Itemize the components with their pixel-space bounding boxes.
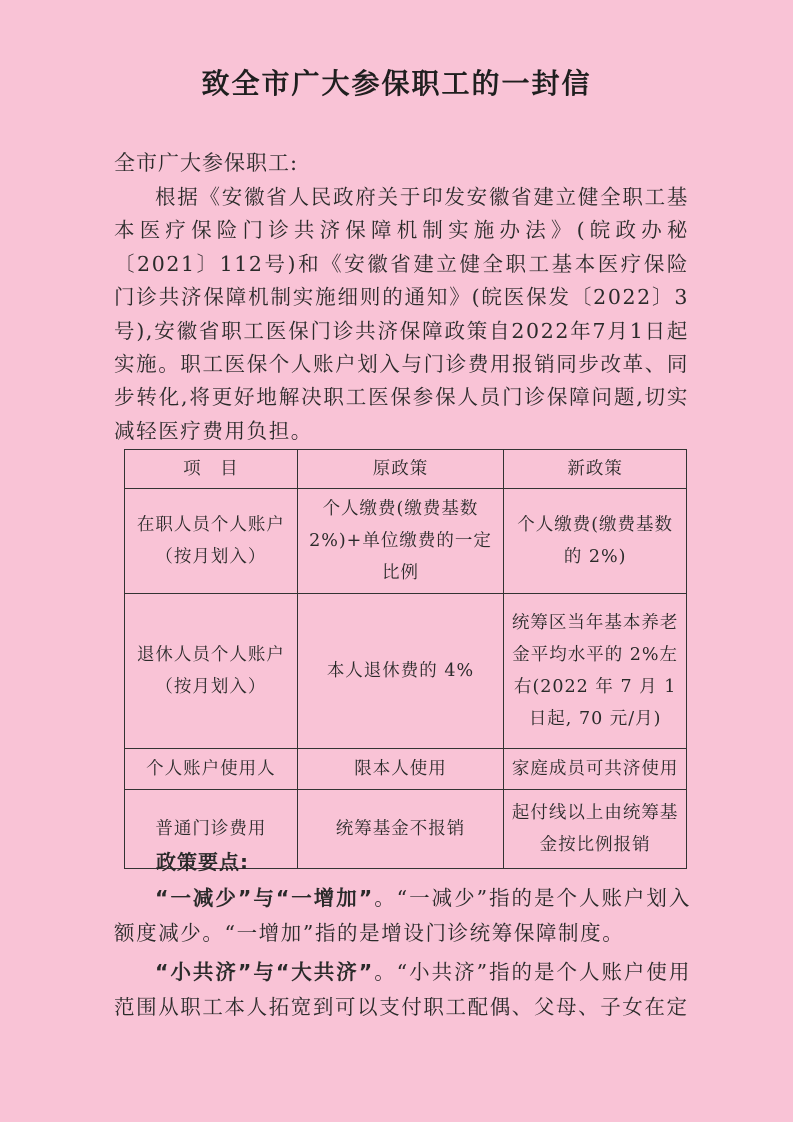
- row-old-policy: 个人缴费(缴费基数 2%)+单位缴费的一定比例: [297, 489, 504, 594]
- policy-point-text: 。“一减少”指的是个人账户划入额度减少。“一增加”指的是增设门诊统筹保障制度。: [114, 886, 691, 945]
- salutation: 全市广大参保职工:: [114, 151, 299, 175]
- policy-point-heading: “小共济”与“大共济”: [155, 960, 374, 984]
- table-row: [125, 594, 687, 749]
- row-old-policy: 本人退休费的 4%: [297, 594, 504, 749]
- policy-point-heading: “一减少”与“一增加”: [155, 886, 374, 910]
- header-item: 项 目: [125, 450, 298, 489]
- policy-point: [114, 881, 691, 951]
- header-old-policy: 原政策: [297, 450, 504, 489]
- section-title: 政策要点:: [156, 850, 249, 874]
- row-new-policy: 家庭成员可共济使用: [504, 749, 687, 790]
- row-item: 在职人员个人账户（按月划入）: [125, 489, 298, 594]
- page-title: 致全市广大参保职工的一封信: [201, 67, 592, 100]
- policy-point-text: 。“小共济”指的是个人账户使用范围从职工本人拓宽到可以支付职工配偶、父母、子女在定: [114, 960, 691, 1019]
- policy-comparison-table: [124, 449, 687, 869]
- table-row: [125, 489, 687, 594]
- row-item: 个人账户使用人: [125, 749, 298, 790]
- header-new-policy: 新政策: [504, 450, 687, 489]
- row-item: 退休人员个人账户（按月划入）: [125, 594, 298, 749]
- table-row: [125, 749, 687, 790]
- intro-paragraph: 根据《安徽省人民政府关于印发安徽省建立健全职工基本医疗保险门诊共济保障机制实施办法》(皖政办秘〔2021〕112号)和《安徽省建立健全职工基本医疗保险门诊共济保障机制实施细则的通知》(皖医保发〔2022〕3号),安徽省职工医保门诊共济保障政策自2022年7月1日起实施。职工医保个人账户划入与门诊费用报销同步改革、同步转化,将更好地解决职工医保参保人员门诊保障问题,切实减轻医疗费用负担。: [114, 185, 689, 443]
- row-old-policy: 统筹基金不报销: [297, 790, 504, 869]
- policy-point: [114, 955, 691, 1025]
- row-new-policy: 个人缴费(缴费基数的 2%): [504, 489, 687, 594]
- row-new-policy: 统筹区当年基本养老金平均水平的 2%左右(2022 年 7 月 1 日起, 70 元/月): [504, 594, 687, 749]
- row-old-policy: 限本人使用: [297, 749, 504, 790]
- row-item: 普通门诊费用: [125, 790, 298, 869]
- row-new-policy: 起付线以上由统筹基金按比例报销: [504, 790, 687, 869]
- table-header-row: [125, 450, 687, 489]
